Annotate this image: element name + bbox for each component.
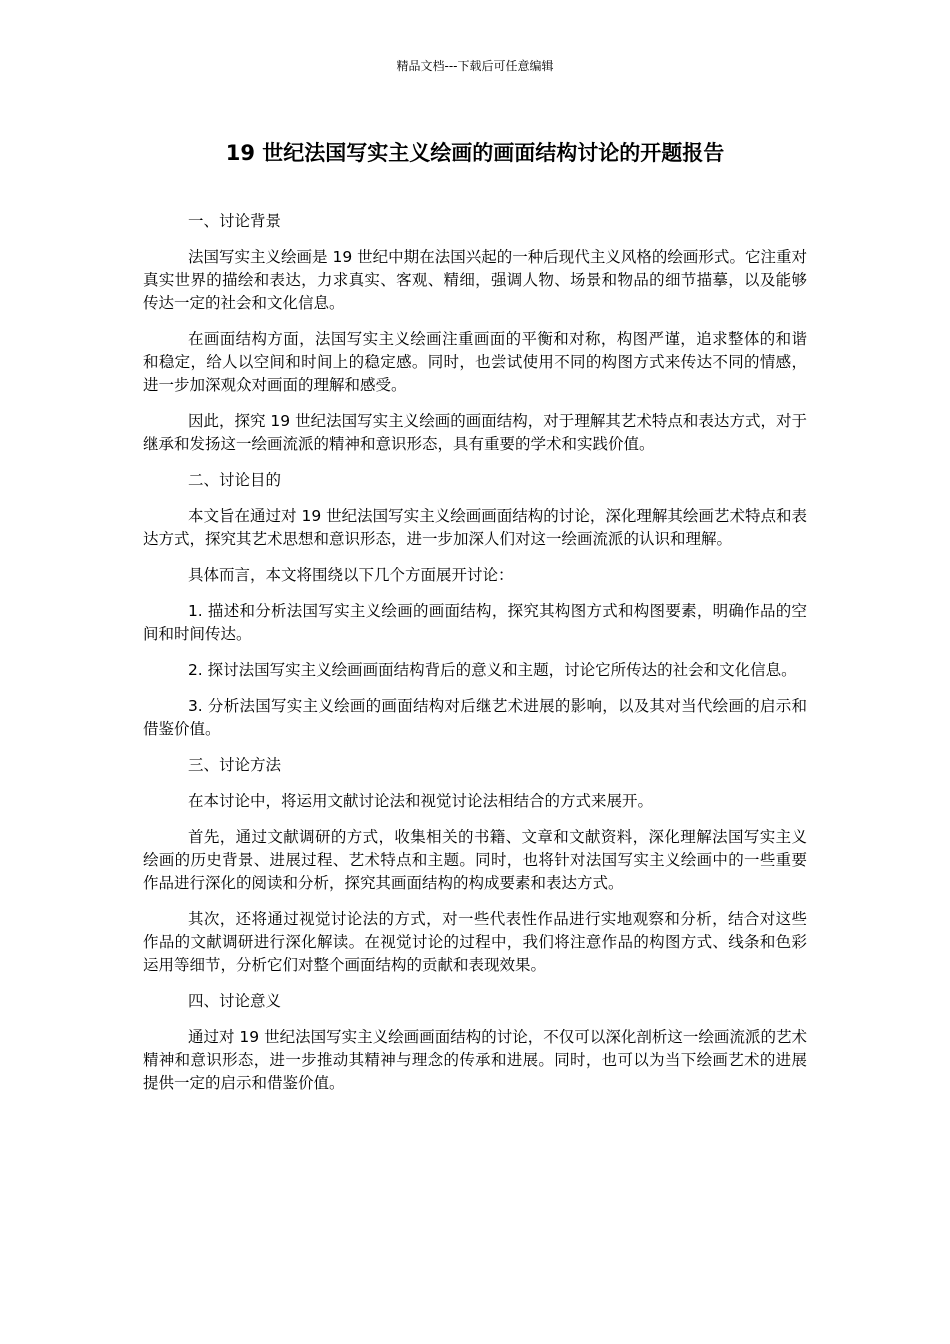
list-item: 2. 探讨法国写实主义绘画画面结构背后的意义和主题，讨论它所传达的社会和文化信息。	[187, 661, 797, 679]
section-heading-background: 一、讨论背景	[187, 212, 281, 230]
paragraph: 通过对 19 世纪法国写实主义绘画画面结构的讨论，不仅可以深化剖析这一绘画流派的艺术精神和意识形态，进一步推动其精神与理念的传承和进展。同时，也可以为当下绘画艺术的进展提供一定的启示和借鉴价值。	[143, 1028, 807, 1092]
paragraph: 法国写实主义绘画是 19 世纪中期在法国兴起的一种后现代主义风格的绘画形式。它注重对真实世界的描绘和表达，力求真实、客观、精细，强调人物、场景和物品的细节描摹，以及能够传达一定的社会和文化信息。	[143, 248, 807, 312]
paragraph: 因此，探究 19 世纪法国写实主义绘画的画面结构，对于理解其艺术特点和表达方式，对于继承和发扬这一绘画流派的精神和意识形态，具有重要的学术和实践价值。	[143, 412, 807, 453]
section-heading-method: 三、讨论方法	[187, 756, 281, 774]
document-body	[143, 210, 807, 1108]
section-heading-purpose: 二、讨论目的	[187, 471, 281, 489]
list-item: 1. 描述和分析法国写实主义绘画的画面结构，探究其构图方式和构图要素，明确作品的空间和时间传达。	[143, 602, 807, 643]
page-header-note: 精品文档---下载后可任意编辑	[396, 59, 554, 73]
document-title: 19 世纪法国写实主义绘画的画面结构讨论的开题报告	[225, 141, 725, 165]
paragraph: 在本讨论中，将运用文献讨论法和视觉讨论法相结合的方式来展开。	[187, 792, 653, 810]
paragraph: 具体而言，本文将围绕以下几个方面展开讨论：	[187, 566, 514, 584]
paragraph: 首先，通过文献调研的方式，收集相关的书籍、文章和文献资料，深化理解法国写实主义绘画的历史背景、进展过程、艺术特点和主题。同时，也将针对法国写实主义绘画中的一些重要作品进行深化的阅读和分析，探究其画面结构的构成要素和表达方式。	[143, 828, 807, 892]
list-item: 3. 分析法国写实主义绘画的画面结构对后继艺术进展的影响，以及其对当代绘画的启示和借鉴价值。	[143, 697, 807, 738]
paragraph: 在画面结构方面，法国写实主义绘画注重画面的平衡和对称，构图严谨，追求整体的和谐和稳定，给人以空间和时间上的稳定感。同时，也尝试使用不同的构图方式来传达不同的情感，进一步加深观众对画面的理解和感受。	[143, 330, 807, 394]
paragraph: 其次，还将通过视觉讨论法的方式，对一些代表性作品进行实地观察和分析，结合对这些作品的文献调研进行深化解读。在视觉讨论的过程中，我们将注意作品的构图方式、线条和色彩运用等细节，分析它们对整个画面结构的贡献和表现效果。	[143, 910, 807, 974]
paragraph: 本文旨在通过对 19 世纪法国写实主义绘画画面结构的讨论，深化理解其绘画艺术特点和表达方式，探究其艺术思想和意识形态，进一步加深人们对这一绘画流派的认识和理解。	[143, 507, 807, 548]
section-heading-significance: 四、讨论意义	[187, 992, 281, 1010]
